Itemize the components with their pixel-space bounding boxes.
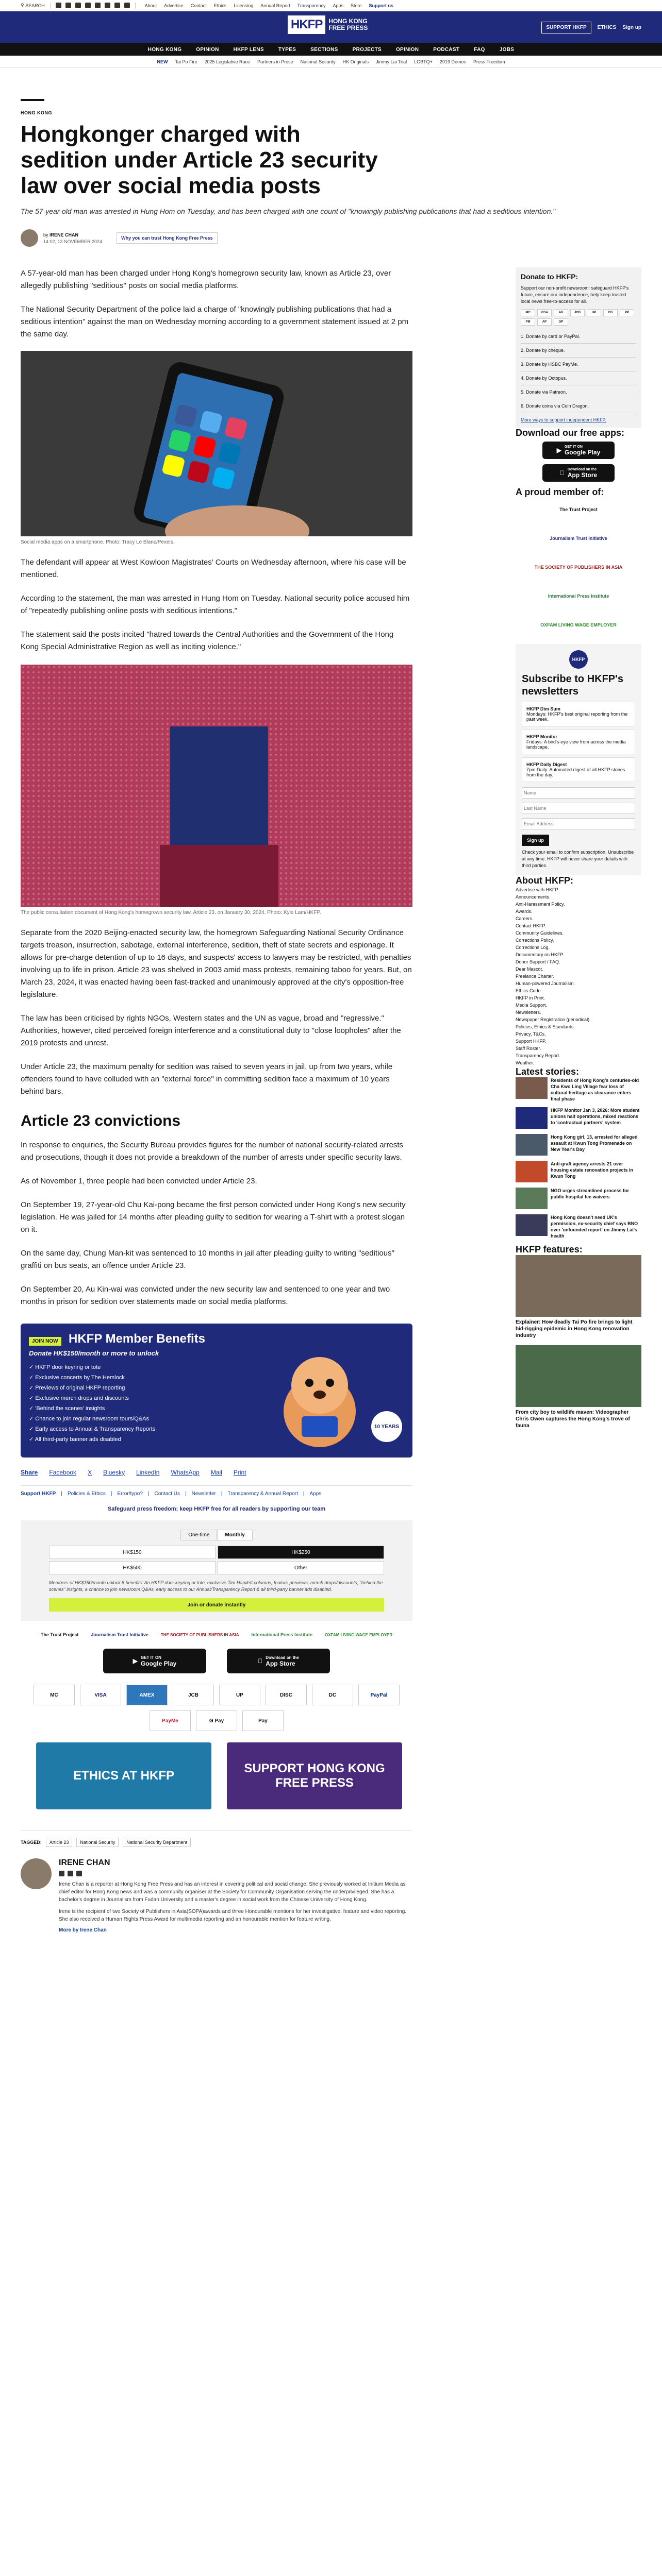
about-link[interactable]: Support HKFP.: [516, 1039, 547, 1044]
paragraph: The statement said the posts incited "hatred towards the Central Authorities and the Government of the Hong Kong Special Administrative Region as well as inciting violence.": [21, 630, 394, 651]
trending-bar: [0, 56, 662, 68]
top-link-contact[interactable]: Contact: [190, 3, 207, 8]
top-link-support[interactable]: Support us: [369, 3, 394, 8]
smartphone-apps-image: [21, 351, 412, 536]
newsletter-box: [516, 644, 641, 875]
benefit-item: ✓ All third-party banner ads disabled: [29, 1436, 121, 1443]
nav-projects[interactable]: PROJECTS: [352, 46, 382, 53]
newsletter-note: Check your email to confirm subscription. Unsubscribe at any time. HKFP will never share your details with third parties.: [522, 850, 634, 868]
support-link[interactable]: Support HKFP: [21, 1491, 56, 1497]
member-name: The Trust Project: [559, 507, 598, 512]
sidebar: [516, 267, 641, 1435]
article-23-document-image: [21, 665, 412, 907]
author-bio: Irene is the recipient of two Society of Publishers in Asia(SOPA)awards and three Honourable mentions for her investigative, feature and video reporting. She also received a Human Rights Press Award for multimedia reporting and an honourable mention for feature writing.: [59, 1909, 407, 1922]
diners-icon: DC: [312, 1685, 353, 1705]
about-link[interactable]: HKFP in Print.: [516, 995, 545, 1001]
story-thumbnail: [516, 1107, 548, 1129]
benefit-item: ✓ Exclusive merch drops and discounts: [29, 1395, 129, 1401]
applepay-icon: AP: [537, 318, 552, 326]
feature-story[interactable]: Explainer: How deadly Tai Po fire brings to light bid-rigging epidemic in Hong Kong renovation industry: [516, 1255, 641, 1339]
latest-story[interactable]: HKFP Monitor Jan 3, 2026: More student unions halt operations, mixed reactions to 'contractual partners' system: [516, 1107, 641, 1129]
visa-icon: VISA: [537, 309, 552, 316]
paragraph: On the same day, Chung Man-kit was sentenced to 10 months in jail after pleading guilty to writing "seditious" graffiti on bus seats, an offence under Article 23.: [21, 1249, 394, 1270]
top-links: [145, 3, 393, 8]
author-box-name[interactable]: IRENE CHAN: [59, 1858, 110, 1867]
top-link-ethics[interactable]: Ethics: [213, 3, 227, 8]
amount-grid: [49, 1546, 384, 1574]
donate-option[interactable]: 5. Donate via Patreon.: [521, 385, 636, 399]
publish-date: 14:02, 13 NOVEMBER 2024: [43, 239, 103, 244]
jti-logo[interactable]: [516, 527, 641, 550]
features-heading: HKFP features:: [516, 1244, 583, 1255]
support-link[interactable]: Error/typo?: [117, 1491, 143, 1497]
telegram-icon[interactable]: [114, 3, 120, 8]
about-link[interactable]: Human-powered Journalism.: [516, 981, 575, 986]
author-bio: Irene Chan is a reporter at Hong Kong Free Press and has an interest in covering political and social change. She previously worked at Initium Media as chief editor for Hong Kong news and was a community organiser at the Society for Community Organisation serving the underprivileged. She has a bachelor's degree in Journalism from Fudan University and a master's degree in social work from the Chinese University of Hong Kong.: [59, 1882, 406, 1903]
search-icon[interactable]: ⚲: [21, 3, 24, 8]
ethics-promo[interactable]: ETHICS AT HKFP: [36, 1742, 211, 1809]
nav-opinion[interactable]: OPINION: [196, 46, 219, 53]
email-field[interactable]: [522, 818, 635, 829]
paragraph: The defendant will appear at West Kowloon Magistrates' Courts on Wednesday afternoon, where his case will be mentioned.: [21, 558, 406, 579]
benefits-title: HKFP Member Benefits: [69, 1332, 205, 1346]
share-bluesky[interactable]: Bluesky: [103, 1469, 125, 1476]
trust-project-logo[interactable]: [516, 498, 641, 521]
newsletter-signup-button[interactable]: Sign up: [522, 835, 549, 846]
author-info: [43, 232, 102, 244]
feature-thumbnail: [516, 1345, 641, 1407]
trending-item[interactable]: Tai Po Fire: [175, 59, 197, 64]
benefits-subtitle: Donate HK$150/month or more to unlock: [29, 1349, 159, 1357]
rss-icon[interactable]: [124, 3, 130, 8]
paragraph: A 57-year-old man has been charged under Hong Kong's homegrown security law, known as Article 23, over allegedly publishing "seditious" posts on social media platforms.: [21, 269, 391, 290]
about-link[interactable]: Weather.: [516, 1060, 534, 1065]
about-link[interactable]: Awards.: [516, 909, 533, 914]
nav-types[interactable]: TYPES: [278, 46, 296, 53]
trending-item[interactable]: 2025 Legislative Race: [204, 59, 251, 64]
author-name[interactable]: IRENE CHAN: [49, 232, 79, 238]
logo-mark: HKFP: [288, 15, 325, 34]
more-ways-link[interactable]: More ways to support independent HKFP.: [521, 417, 606, 422]
about-link[interactable]: Contact HKFP.: [516, 923, 546, 928]
about-link[interactable]: Dear Mascot.: [516, 967, 543, 972]
about-link[interactable]: Anti-Harassment Policy.: [516, 902, 565, 907]
paragraph: As of November 1, three people had been convicted under Article 23.: [21, 1177, 257, 1185]
support-link[interactable]: Newsletter: [191, 1491, 216, 1497]
about-link[interactable]: Transparency Report.: [516, 1053, 560, 1058]
discover-icon: DS: [603, 309, 618, 316]
author-avatar[interactable]: [21, 229, 38, 247]
last-name-field[interactable]: [522, 803, 635, 814]
member-name: THE SOCIETY OF PUBLISHERS IN ASIA: [534, 565, 623, 570]
social-icons: [56, 3, 130, 8]
tag[interactable]: Article 23: [46, 1838, 73, 1847]
app-store-badge[interactable]: Download on the App Store: [227, 1649, 330, 1673]
top-link-apps[interactable]: Apps: [333, 3, 344, 8]
support-link[interactable]: Contact Us: [154, 1491, 180, 1497]
consultation-photo: [21, 665, 412, 907]
member-name: Journalism Trust Initiative: [550, 536, 607, 541]
newsletter-option[interactable]: HKFP Dim Sum Mondays: HKFP's best original reporting from the past week.: [522, 702, 635, 726]
about-link[interactable]: Ethics Code.: [516, 988, 542, 993]
latest-story[interactable]: Hong Kong girl, 13, arrested for alleged assault at Kwun Tong Promenade on New Year's Day: [516, 1134, 641, 1156]
page-title: Hongkonger charged with sedition under Article 23 security law over social media posts: [21, 122, 378, 198]
paypal-icon: PP: [620, 309, 634, 316]
amount-option[interactable]: HK$500: [49, 1561, 216, 1574]
benefit-item: ✓ Previews of original HKFP reporting: [29, 1385, 125, 1391]
section-heading: Article 23 convictions: [21, 1112, 181, 1129]
tag[interactable]: National Security: [76, 1838, 119, 1847]
payme-icon: PayMe: [150, 1710, 191, 1731]
about-link[interactable]: Staff Roster.: [516, 1046, 541, 1051]
feature-story[interactable]: From city boy to wildlife maven: Videographer Chris Owen captures the Hong Kong's trove of fauna: [516, 1345, 641, 1429]
divider: [135, 3, 136, 9]
member-name: OXFAM LIVING WAGE EMPLOYER: [540, 622, 617, 628]
top-link-advertise[interactable]: Advertise: [164, 3, 184, 8]
paragraph: On September 19, 27-year-old Chu Kai-pong became the first person convicted under Hong Kong's new security legislation. He was jailed for 14 months after pleading guilty to sedition for wearing a T-shirt with a protest slogan on it.: [21, 1200, 406, 1234]
instagram-icon[interactable]: [75, 3, 81, 8]
about-link[interactable]: Corrections Policy.: [516, 938, 554, 943]
top-utility-bar: [0, 0, 662, 11]
support-link[interactable]: Transparency & Annual Report: [227, 1491, 298, 1497]
amount-option[interactable]: Other: [218, 1561, 384, 1574]
about-link[interactable]: Community Guidelines.: [516, 930, 564, 936]
member-logo[interactable]: International Press Institute: [251, 1632, 313, 1637]
top-link-annual-report[interactable]: Annual Report: [260, 3, 290, 8]
share-x[interactable]: X: [88, 1469, 92, 1476]
donate-option[interactable]: 2. Donate by cheque.: [521, 344, 636, 358]
latest-story[interactable]: Residents of Hong Kong's centuries-old Cha Kwo Ling Village fear loss of cultural heritage as clearance enters final phase: [516, 1077, 641, 1102]
nav-faq[interactable]: FAQ: [474, 46, 485, 53]
gpay-icon: GP: [554, 318, 568, 326]
paragraph: On September 20, Au Kin-wai was convicted under the new security law and sentenced to one year and two months in prison for sedition over statements made on social media platforms.: [21, 1285, 390, 1306]
mastercard-icon: MC: [521, 309, 535, 316]
tab-monthly[interactable]: Monthly: [217, 1530, 252, 1540]
frequency-tabs: [30, 1530, 403, 1540]
latest-story[interactable]: NGO urges streamlined process for public hospital fee waivers: [516, 1188, 641, 1209]
donation-widget: [21, 1520, 412, 1621]
play-icon: ▶: [556, 447, 561, 454]
article-header: [0, 68, 662, 247]
about-heading: About HKFP:: [516, 875, 573, 886]
donate-intro[interactable]: Support our non-profit newsroom: safeguard HKFP's future, ensure our independence, help keep trusted local news free-to-access for all.: [521, 285, 629, 304]
author-prefix: by: [43, 232, 48, 238]
trending-item[interactable]: 2019 Demos: [439, 59, 466, 64]
about-link[interactable]: Freelance Charter.: [516, 974, 554, 979]
image-caption: Social media apps on a smartphone. Photo: Tracy Le Blanc/Pexels.: [21, 539, 175, 545]
about-link[interactable]: Documentary on HKFP.: [516, 952, 564, 957]
author-box: [21, 1858, 412, 1933]
apple-icon: [560, 469, 565, 477]
main-navigation: [0, 43, 662, 56]
donate-option[interactable]: 3. Donate by HSBC PayMe.: [521, 358, 636, 371]
share-whatsapp[interactable]: WhatsApp: [171, 1469, 200, 1476]
nav-opinion-2[interactable]: OPINION: [395, 46, 419, 53]
benefit-item: ✓ 'Behind the scenes' insights: [29, 1405, 105, 1412]
phone-photo: [21, 351, 412, 536]
discover-icon: DISC: [266, 1685, 307, 1705]
x-icon[interactable]: [59, 1871, 64, 1876]
nav-hkfp-lens[interactable]: HKFP LENS: [233, 46, 264, 53]
paragraph: According to the statement, the man was arrested in Hung Hom on Tuesday. National security police accused him of "repeatedly publishing online posts with seditious intentions.": [21, 594, 410, 615]
search-label[interactable]: SEARCH: [25, 3, 45, 8]
site-logo[interactable]: [288, 15, 368, 34]
paragraph: Under Article 23, the maximum penalty for sedition was raised to seven years in jail, up from two years, while offenders found to have colluded with an "external force" in committing sedition face a maximum of 10 years behind bars.: [21, 1062, 393, 1096]
trending-item[interactable]: Jimmy Lai Trial: [376, 59, 407, 64]
nav-jobs[interactable]: JOBS: [499, 46, 515, 53]
member-logos-row: [21, 1632, 412, 1637]
share-linkedin[interactable]: LinkedIn: [136, 1469, 160, 1476]
gpay-icon: G Pay: [196, 1710, 237, 1731]
masthead-actions: [541, 22, 641, 33]
benefit-item: ✓ Exclusive concerts by The Hemlock: [29, 1375, 125, 1381]
benefit-item: ✓ HKFP door keyring or tote: [29, 1364, 101, 1370]
share-mail[interactable]: Mail: [210, 1469, 222, 1476]
about-link[interactable]: Careers.: [516, 916, 534, 921]
oxfam-logo[interactable]: [516, 613, 641, 637]
member-name: International Press Institute: [548, 594, 609, 599]
logo-text: HONG KONG FREE PRESS: [328, 18, 368, 31]
about-link[interactable]: Donor Support / FAQ.: [516, 959, 560, 964]
member-benefits-banner[interactable]: [21, 1324, 412, 1458]
tab-one-time[interactable]: One-time: [180, 1530, 217, 1540]
donate-box: [516, 267, 641, 428]
image-caption: The public consultation document of Hong Kong's homegrown security law, Article 23, on January 30, 2024. Photo: Kyle Lam/HKFP.: [21, 910, 321, 916]
play-icon: ▶: [133, 1657, 138, 1665]
tags-label: TAGGED:: [21, 1840, 42, 1845]
donate-option[interactable]: 4. Donate by Octopus.: [521, 371, 636, 385]
latest-heading: Latest stories:: [516, 1066, 580, 1077]
app-store-badges: [21, 1649, 412, 1673]
unionpay-icon: UP: [219, 1685, 260, 1705]
member-logo[interactable]: Journalism Trust Initiative: [91, 1632, 148, 1637]
unionpay-icon: UP: [587, 309, 601, 316]
first-name-field[interactable]: [522, 787, 635, 799]
top-link-transparency[interactable]: Transparency: [297, 3, 326, 8]
newsletter-option[interactable]: HKFP Monitor Fridays: A bird's-eye view from across the media landscape.: [522, 730, 635, 754]
10-years-badge: 10 YEARS: [371, 1411, 402, 1442]
top-link-store[interactable]: Store: [351, 3, 362, 8]
accent-bar: [21, 99, 44, 101]
safeguard-banner[interactable]: Safeguard press freedom; keep HKFP free for all readers by supporting our team: [107, 1506, 326, 1512]
share-print[interactable]: Print: [233, 1469, 246, 1476]
story-thumbnail: [516, 1214, 548, 1236]
member-logo[interactable]: OXFAM LIVING WAGE EMPLOYER: [325, 1632, 393, 1637]
story-thumbnail: [516, 1134, 548, 1156]
about-link[interactable]: Advertise with HKFP.: [516, 887, 559, 892]
ipi-logo[interactable]: [516, 584, 641, 608]
paragraph: The National Security Department of the police laid a charge of "knowingly publishing publications that had a seditious intention" against the man on Wednesday morning according to a government statement issued at 2 pm the same day.: [21, 305, 409, 338]
amex-icon: AMEX: [126, 1685, 168, 1705]
google-play-badge[interactable]: ▶ GET IT ON Google Play: [542, 442, 615, 459]
paragraph: In response to enquiries, the Security Bureau provides figures for the number of national security-related arrests and prosecutions, though it does not provide a breakdown of the number of arrests under specific security laws.: [21, 1141, 404, 1162]
amount-option-selected[interactable]: HK$250: [218, 1546, 384, 1559]
story-thumbnail: [516, 1161, 548, 1182]
about-link[interactable]: Announcements.: [516, 894, 551, 900]
top-link-licensing[interactable]: Licensing: [234, 3, 254, 8]
about-link[interactable]: Newsletters.: [516, 1010, 541, 1015]
applepay-icon: Pay: [242, 1710, 284, 1731]
paragraph: Separate from the 2020 Beijing-enacted security law, the homegrown Safeguarding National Security Ordinance targets treason, insurrection, sabotage, external interference, sedition, theft of state secrets and espionage. It allows for pre-charge detention of up to 16 days, and suspects' access to lawyers may be restricted, with penalties involving up to life in prison. Article 23 was shelved in 2003 amid mass protests, remaining taboo for years. But, on March 23, 2024, it was enacted having been fast-tracked and unanimously approved at the city's opposition-free legislature.: [21, 928, 412, 999]
amount-option[interactable]: HK$150: [49, 1546, 216, 1559]
nav-podcast[interactable]: PODCAST: [433, 46, 460, 53]
deer-mascot-illustration: [263, 1339, 376, 1452]
donate-option[interactable]: 6. Donate coins via Coin Dragon.: [521, 399, 636, 413]
nav-sections[interactable]: SECTIONS: [310, 46, 338, 53]
payment-logos: [21, 1685, 412, 1731]
author-socials: [59, 1871, 412, 1876]
linkedin-icon[interactable]: [68, 1871, 73, 1876]
trending-item[interactable]: National Security: [300, 59, 336, 64]
masthead: [0, 11, 662, 43]
new-badge: NEW: [157, 59, 168, 64]
paypal-icon: PayPal: [358, 1685, 400, 1705]
member-logo[interactable]: The Trust Project: [40, 1632, 79, 1637]
about-link[interactable]: Privacy, T&Cs.: [516, 1031, 546, 1037]
support-link[interactable]: Apps: [309, 1491, 322, 1497]
newsletter-heading: Subscribe to HKFP's newsletters: [522, 673, 624, 697]
donate-payment-logos: [521, 309, 636, 326]
tags-row: [21, 1830, 412, 1847]
google-play-badge[interactable]: ▶ GET IT ON Google Play: [103, 1649, 206, 1673]
apple-icon: [258, 1657, 262, 1665]
apps-heading: Download our free apps:: [516, 428, 625, 438]
threads-icon[interactable]: [85, 3, 91, 8]
trending-item[interactable]: Press Freedom: [473, 59, 505, 64]
hkfp-round-logo: HKFP: [569, 650, 588, 669]
facebook-icon[interactable]: [56, 3, 61, 8]
linkedin-icon[interactable]: [95, 3, 101, 8]
visa-icon: VISA: [80, 1685, 121, 1705]
payme-icon: PM: [521, 318, 535, 326]
sign-up-link[interactable]: Sign up: [622, 24, 641, 30]
support-links: Support HKFP | Policies & Ethics | Error/typo? | Contact Us | Newsletter | Transparency & Annual Report | Apps: [21, 1485, 412, 1497]
ethics-link[interactable]: ETHICS: [597, 24, 617, 30]
tag[interactable]: National Security Department: [123, 1838, 191, 1847]
about-link[interactable]: Corrections Log.: [516, 945, 550, 950]
latest-story[interactable]: Hong Kong doesn't need UK's permission, ex-security chief says BNO over 'unfounded report' on Jimmy Lai's health: [516, 1214, 641, 1239]
amex-icon: AX: [554, 309, 568, 316]
trust-button[interactable]: Why you can trust Hong Kong Free Press: [117, 232, 218, 244]
share-label[interactable]: Share: [21, 1469, 38, 1476]
promo-row: [21, 1742, 412, 1820]
story-thumbnail: [516, 1077, 548, 1099]
support-link[interactable]: Policies & Ethics: [67, 1491, 106, 1497]
share-bar: [21, 1469, 634, 1476]
benefit-item: ✓ Chance to join regular newsroom tours/Q&As: [29, 1416, 149, 1422]
trending-item[interactable]: LGBTQ+: [414, 59, 433, 64]
nav-hong-kong[interactable]: HONG KONG: [147, 46, 182, 53]
about-link[interactable]: Newspaper Registration (periodical).: [516, 1017, 591, 1022]
latest-story[interactable]: Anti-graft agency arrests 21 over housing estate renovation projects in Kwun Tong: [516, 1161, 641, 1182]
author-box-avatar[interactable]: [21, 1858, 52, 1889]
more-by-author-link[interactable]: More by Irene Chan: [59, 1927, 107, 1933]
support-promo[interactable]: SUPPORT HONG KONG FREE PRESS: [227, 1742, 402, 1809]
donate-heading: Donate to HKFP:: [521, 273, 578, 281]
trending-item[interactable]: HK Originals: [342, 59, 369, 64]
divider: [50, 3, 51, 9]
donate-option[interactable]: 1. Donate by card or PayPal.: [521, 330, 636, 344]
app-store-badge[interactable]: Download on the App Store: [542, 464, 615, 482]
top-link-about[interactable]: About: [144, 3, 157, 8]
mastercard-icon: MC: [34, 1685, 75, 1705]
about-list: [516, 886, 641, 1066]
about-link[interactable]: Media Support.: [516, 1003, 548, 1008]
proud-member-heading: A proud member of:: [516, 487, 604, 497]
feature-thumbnail: [516, 1255, 641, 1317]
jcb-icon: JCB: [570, 309, 585, 316]
content-area: [0, 247, 662, 2576]
member-logo[interactable]: THE SOCIETY OF PUBLISHERS IN ASIA: [160, 1632, 239, 1637]
join-badge[interactable]: JOIN NOW: [29, 1337, 61, 1346]
jcb-icon: JCB: [173, 1685, 214, 1705]
category-kicker[interactable]: HONG KONG: [21, 110, 53, 115]
article-deck: The 57-year-old man was arrested in Hung Hom on Tuesday, and has been charged with one count of "knowingly publishing publications that had a seditious intention.": [21, 207, 556, 215]
byline: [21, 229, 641, 247]
sopa-logo[interactable]: [516, 555, 641, 579]
mail-icon[interactable]: [76, 1871, 82, 1876]
story-thumbnail: [516, 1188, 548, 1209]
benefit-item: ✓ Early access to Annual & Transparency Reports: [29, 1426, 156, 1432]
share-facebook[interactable]: Facebook: [49, 1469, 77, 1476]
trending-item[interactable]: Partners in Prose: [257, 59, 293, 64]
join-donate-button[interactable]: Join or donate instantly: [49, 1598, 384, 1612]
newsletter-option[interactable]: HKFP Daily Digest 7pm Daily: Automated digest of all HKFP stories from the day.: [522, 757, 635, 782]
x-icon[interactable]: [65, 3, 71, 8]
about-link[interactable]: Policies, Ethics & Standards.: [516, 1024, 575, 1029]
donation-note: Members of HK$150/month unlock 8 benefits: An HKFP door keyring or tote, exclusive Tim Hamlett columns, feature previews, merch drops/discounts, "behind the scenes" insights, a chance to join newsroom Q&As, early access to our Annual/Transparency Report & all third-party banner ads disabled.: [49, 1580, 383, 1592]
youtube-icon[interactable]: [105, 3, 110, 8]
support-hkfp-button[interactable]: SUPPORT HKFP: [541, 22, 591, 33]
paragraph: The law has been criticised by rights NGOs, Western states and the UN as vague, broad and "regressive." Authorities, however, cited perceived foreign interference and a constitutional duty to "close loopholes" after the 2019 protests and unrest.: [21, 1014, 401, 1047]
